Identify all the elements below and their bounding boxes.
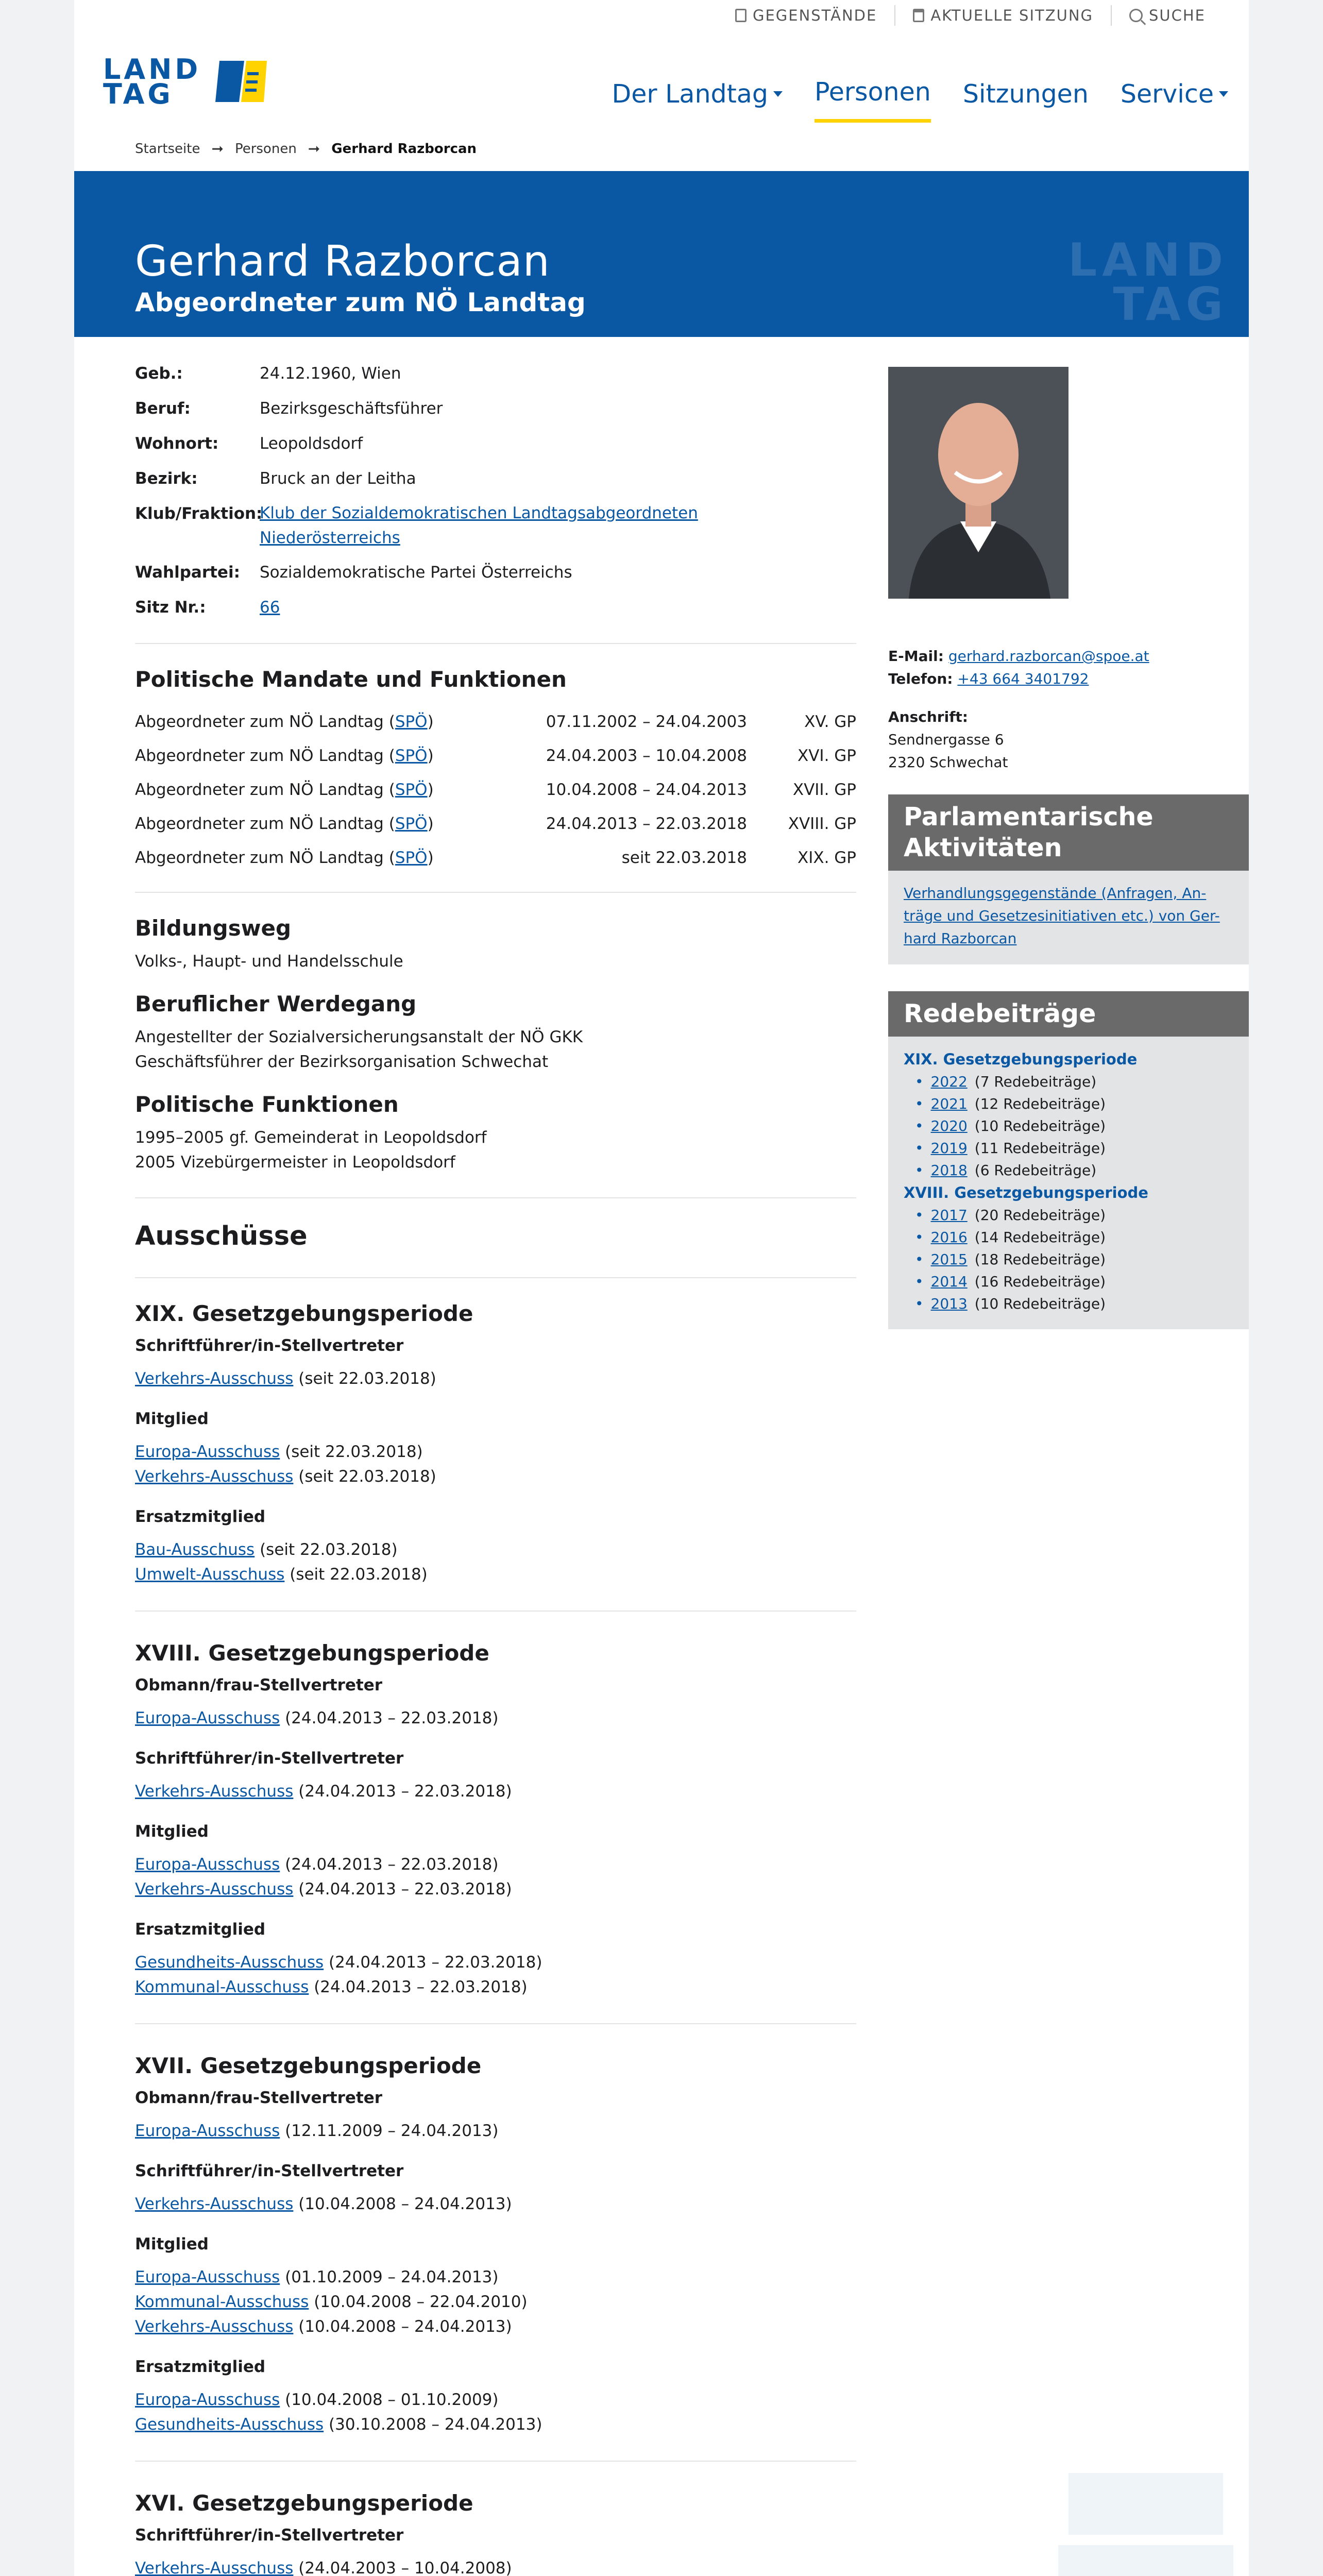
career-line: Geschäftsführer der Bezirksorganisation Schwechat: [135, 1053, 549, 1071]
club-link[interactable]: Klub der Sozialdemokratischen Landtagsabgeordneten: [260, 504, 698, 522]
breadcrumb: [135, 140, 477, 157]
contact-info: [888, 645, 1249, 774]
nav-label: Sitzungen: [962, 79, 1089, 109]
main-nav: [612, 77, 1228, 123]
committee-date: (seit 22.03.2018): [284, 1565, 428, 1584]
speech-count: (12 Redebeiträge): [974, 1095, 1106, 1112]
divider: [135, 643, 856, 644]
committee-link[interactable]: Europa-Ausschuss: [135, 1443, 280, 1461]
fact-district: Bruck an der Leitha: [260, 469, 416, 488]
speech-count: (10 Redebeiträge): [974, 1117, 1106, 1134]
mandate-gp: XVI. GP: [797, 747, 856, 765]
career-line: Angestellter der Sozialversicherungsanstalt der NÖ GKK: [135, 1028, 583, 1046]
mandate-row: Abgeordneter zum NÖ Landtag (SPÖ): [135, 815, 434, 833]
utility-aktuelle-sitzung[interactable]: [894, 5, 1111, 26]
committee-date: (24.04.2013 – 22.03.2018): [280, 1709, 499, 1727]
chevron-down-icon: [773, 91, 783, 97]
party-link[interactable]: SPÖ: [395, 815, 428, 833]
speech-year-item: [904, 1159, 1233, 1181]
activities-box: [888, 794, 1249, 964]
portrait-image: [888, 367, 1068, 599]
committee-period: [135, 2490, 856, 2576]
committee-item: [135, 2265, 856, 2290]
speeches-box: [888, 991, 1249, 1329]
mandate-dates: 07.11.2002 – 24.04.2003: [546, 713, 747, 731]
mandates-title: Politische Mandate und Funktionen: [135, 667, 567, 692]
committee-date: (24.04.2013 – 22.03.2018): [293, 1880, 512, 1899]
logo-line1: LAND: [103, 53, 201, 86]
email-label: E-Mail:: [888, 648, 944, 665]
breadcrumb-startseite[interactable]: Startseite: [135, 141, 200, 157]
landtag-logo[interactable]: [103, 53, 268, 110]
committee-item: [135, 1877, 856, 1902]
committee-date: (24.04.2013 – 22.03.2018): [309, 1978, 528, 1996]
committee-item: [135, 1366, 856, 1391]
mandate-row: Abgeordneter zum NÖ Landtag (SPÖ): [135, 713, 434, 731]
committee-item: [135, 2192, 856, 2216]
hero-banner: [74, 171, 1249, 337]
mandate-gp: XVII. GP: [792, 781, 856, 799]
committee-date: (24.04.2013 – 22.03.2018): [324, 1953, 542, 1972]
committee-link[interactable]: Verkehrs-Ausschuss: [135, 1369, 294, 1388]
committee-item: [135, 2290, 856, 2314]
nav-sitzungen[interactable]: [963, 77, 1089, 123]
fact-label: Sitz Nr.:: [135, 598, 206, 617]
activities-link[interactable]: Verhandlungsgegenstände (Anfragen, An- träge und Gesetzesinitiativen etc.) von Ger- hard Razborcan: [904, 885, 1220, 947]
speech-year-item: [904, 1204, 1233, 1226]
divider: [135, 1611, 856, 1612]
committee-link[interactable]: Europa-Ausschuss: [135, 1709, 280, 1727]
seat-link[interactable]: 66: [260, 598, 280, 617]
nav-personen[interactable]: [815, 77, 931, 123]
committee-link[interactable]: Kommunal-Ausschuss: [135, 1978, 309, 1996]
political-line: 2005 Vizebürgermeister in Leopoldsdorf: [135, 1153, 455, 1172]
committee-link[interactable]: Europa-Ausschuss: [135, 1855, 280, 1874]
fact-party: Sozialdemokratische Partei Österreichs: [260, 563, 572, 582]
committee-item: [135, 1779, 856, 1804]
career-title: Beruflicher Werdegang: [135, 991, 417, 1016]
committee-period: [135, 2053, 856, 2437]
committee-date: (24.04.2013 – 22.03.2018): [280, 1855, 499, 1874]
education-text: Volks-, Haupt- und Handelsschule: [135, 952, 403, 971]
committee-periods: [135, 1301, 856, 2576]
education-title: Bildungsweg: [135, 916, 292, 941]
committee-date: (10.04.2008 – 24.04.2013): [293, 2195, 512, 2213]
club-link-cont[interactable]: Niederösterreichs: [260, 529, 400, 547]
speech-count: (14 Redebeiträge): [974, 1229, 1106, 1246]
utility-label: SUCHE: [1148, 7, 1206, 24]
nav-label: Der Landtag: [612, 79, 768, 109]
fact-label: Beruf:: [135, 399, 191, 418]
political-title: Politische Funktionen: [135, 1092, 399, 1117]
sidebar: [888, 367, 1249, 1329]
speech-count: (6 Redebeiträge): [974, 1162, 1097, 1179]
nav-der-landtag[interactable]: [612, 77, 783, 123]
committee-item: [135, 1537, 856, 1562]
divider: [135, 1197, 856, 1198]
speech-year-link[interactable]: • 2015: [930, 1251, 968, 1268]
mandate-gp: XIX. GP: [797, 849, 856, 867]
mandate-dates: 24.04.2013 – 22.03.2018: [546, 815, 747, 833]
search-icon: [1129, 9, 1143, 22]
committee-date: (10.04.2008 – 01.10.2009): [280, 2391, 499, 2409]
committee-item: [135, 2556, 856, 2576]
committee-period: [135, 1301, 856, 1587]
speech-year-link[interactable]: • 2019: [930, 1140, 968, 1157]
committee-item: [135, 1852, 856, 1877]
committee-link[interactable]: Verkehrs-Ausschuss: [135, 1782, 294, 1801]
committee-period: [135, 1640, 856, 1999]
committee-link[interactable]: Europa-Ausschuss: [135, 2391, 280, 2409]
divider: [135, 892, 856, 893]
fact-birth: 24.12.1960, Wien: [260, 364, 401, 383]
committee-date: (seit 22.03.2018): [293, 1467, 436, 1486]
speech-year-list: [904, 1071, 1233, 1181]
committee-role: Mitglied: [135, 2235, 209, 2253]
mandate-row: Abgeordneter zum NÖ Landtag (SPÖ): [135, 849, 434, 867]
utility-suche[interactable]: [1111, 5, 1223, 26]
committee-link[interactable]: Europa-Ausschuss: [135, 2122, 280, 2140]
committee-role: Mitglied: [135, 1822, 209, 1841]
breadcrumb-current: Gerhard Razborcan: [331, 141, 477, 157]
committee-date: (30.10.2008 – 24.04.2013): [324, 2415, 542, 2434]
breadcrumb-personen[interactable]: Personen: [234, 141, 297, 157]
committee-role: Ersatzmitglied: [135, 1920, 266, 1939]
party-link[interactable]: SPÖ: [395, 781, 428, 799]
phone-label: Telefon:: [888, 670, 953, 687]
committee-link[interactable]: Verkehrs-Ausschuss: [135, 2559, 294, 2576]
page-subtitle: Abgeordneter zum NÖ Landtag: [135, 287, 586, 317]
crest-watermark-icon: [1038, 2473, 1249, 2576]
committee-role: Obmann/frau-Stellvertreter: [135, 1676, 383, 1694]
committee-role: Schriftführer/in-Stellvertreter: [135, 2162, 404, 2180]
speech-period-title: XIX. Gesetzgebungsperiode: [904, 1050, 1138, 1068]
speech-year-item: [904, 1293, 1233, 1315]
chevron-down-icon: [1219, 91, 1228, 97]
committee-link[interactable]: Verkehrs-Ausschuss: [135, 2317, 294, 2336]
divider: [135, 1277, 856, 1278]
speech-year-link[interactable]: • 2018: [930, 1162, 968, 1179]
speech-year-link[interactable]: • 2020: [930, 1117, 968, 1134]
nav-label: Personen: [814, 77, 931, 107]
period-title: XVI. Gesetzgebungsperiode: [135, 2490, 473, 2516]
logo-emblem-icon: [215, 59, 267, 104]
address-line: Sendnergasse 6: [888, 731, 1004, 748]
speech-year-link[interactable]: • 2013: [930, 1295, 968, 1312]
committee-link[interactable]: Gesundheits-Ausschuss: [135, 1953, 324, 1972]
page-title: Gerhard Razborcan: [135, 237, 550, 286]
committee-link[interactable]: Umwelt-Ausschuss: [135, 1565, 285, 1584]
email-link[interactable]: gerhard.razborcan@spoe.at: [948, 648, 1149, 665]
person-facts: [135, 361, 856, 620]
speech-year-list: [904, 1204, 1233, 1315]
speech-count: (7 Redebeiträge): [974, 1073, 1097, 1090]
speech-count: (11 Redebeiträge): [974, 1140, 1106, 1157]
fact-label: Wohnort:: [135, 434, 219, 453]
utility-gegenstaende[interactable]: [718, 5, 894, 26]
party-link[interactable]: SPÖ: [395, 713, 428, 731]
speech-count: (20 Redebeiträge): [974, 1207, 1106, 1224]
mandate-dates: 10.04.2008 – 24.04.2013: [546, 781, 747, 799]
logo-line2: TAG: [103, 78, 174, 110]
committee-role: Mitglied: [135, 1410, 209, 1428]
party-link[interactable]: SPÖ: [395, 849, 428, 867]
fact-label: Klub/Fraktion:: [135, 504, 263, 523]
committee-link[interactable]: Europa-Ausschuss: [135, 2268, 280, 2286]
committee-date: (24.04.2013 – 22.03.2018): [293, 1782, 512, 1801]
mandate-dates: seit 22.03.2018: [621, 849, 747, 867]
speech-year-item: [904, 1248, 1233, 1270]
committee-date: (01.10.2009 – 24.04.2013): [280, 2268, 499, 2286]
committee-date: (10.04.2008 – 22.04.2010): [309, 2293, 528, 2311]
main-content: [135, 361, 856, 2576]
landtag-watermark: LAND TAG: [1068, 233, 1228, 331]
portrait-photo: [888, 367, 1068, 599]
document-icon: [735, 9, 747, 22]
committee-link[interactable]: Bau-Ausschuss: [135, 1540, 255, 1559]
fact-residence: Leopoldsdorf: [260, 434, 363, 453]
committee-link[interactable]: Verkehrs-Ausschuss: [135, 1880, 294, 1899]
utility-label: AKTUELLE SITZUNG: [930, 7, 1093, 24]
committee-role: Schriftführer/in-Stellvertreter: [135, 1749, 404, 1768]
committee-item: [135, 1439, 856, 1464]
mandate-row: Abgeordneter zum NÖ Landtag (SPÖ): [135, 781, 434, 799]
committee-role: Obmann/frau-Stellvertreter: [135, 2089, 383, 2107]
address-line: 2320 Schwechat: [888, 754, 1008, 771]
speech-year-item: [904, 1137, 1233, 1159]
divider: [135, 2023, 856, 2024]
fact-job: Bezirksgeschäftsführer: [260, 399, 443, 418]
utility-label: GEGENSTÄNDE: [752, 7, 877, 24]
committee-item: [135, 1706, 856, 1731]
committee-date: (12.11.2009 – 24.04.2013): [280, 2122, 499, 2140]
fact-label: Wahlpartei:: [135, 563, 240, 582]
fact-label: Bezirk:: [135, 469, 198, 488]
speech-year-link[interactable]: • 2021: [930, 1095, 968, 1112]
committee-date: (10.04.2008 – 24.04.2013): [293, 2317, 512, 2336]
fact-label: Geb.:: [135, 364, 183, 383]
speech-count: (10 Redebeiträge): [974, 1295, 1106, 1312]
committee-item: [135, 2314, 856, 2339]
nav-service[interactable]: [1121, 77, 1228, 123]
party-link[interactable]: SPÖ: [395, 747, 428, 765]
speech-year-link[interactable]: • 2022: [930, 1073, 968, 1090]
speech-year-item: [904, 1270, 1233, 1293]
phone-link[interactable]: +43 664 3401792: [957, 670, 1089, 687]
mandate-dates: 24.04.2003 – 10.04.2008: [546, 747, 747, 765]
speech-year-link[interactable]: • 2014: [930, 1273, 968, 1290]
divider: [135, 2461, 856, 2462]
committee-role: Schriftführer/in-Stellvertreter: [135, 2526, 404, 2545]
speech-year-item: [904, 1226, 1233, 1248]
nav-label: Service: [1120, 79, 1214, 109]
committee-link[interactable]: Verkehrs-Ausschuss: [135, 2195, 294, 2213]
speeches-list: [888, 1037, 1249, 1329]
committee-link[interactable]: Verkehrs-Ausschuss: [135, 1467, 294, 1486]
speech-year-link[interactable]: • 2016: [930, 1229, 968, 1246]
activities-title: Parlamentarische Aktivitäten: [888, 794, 1249, 871]
mandates-table: [135, 710, 856, 869]
address-label: Anschrift:: [888, 708, 968, 725]
speech-count: (18 Redebeiträge): [974, 1251, 1106, 1268]
speech-period-title: XVIII. Gesetzgebungsperiode: [904, 1184, 1148, 1201]
calendar-icon: [913, 9, 924, 22]
committee-item: [135, 1464, 856, 1489]
committee-item: [135, 2119, 856, 2143]
speeches-title: Redebeiträge: [888, 991, 1249, 1037]
committee-link[interactable]: Gesundheits-Ausschuss: [135, 2415, 324, 2434]
committee-item: [135, 1975, 856, 1999]
arrow-right-icon: ➞: [308, 140, 320, 157]
speech-year-link[interactable]: • 2017: [930, 1207, 968, 1224]
mandate-gp: XVIII. GP: [788, 815, 856, 833]
speech-year-item: [904, 1071, 1233, 1093]
political-line: 1995–2005 gf. Gemeinderat in Leopoldsdorf: [135, 1128, 487, 1147]
period-title: XVIII. Gesetzgebungsperiode: [135, 1640, 489, 1666]
committee-item: [135, 1950, 856, 1975]
committee-item: [135, 2412, 856, 2437]
mandate-gp: XV. GP: [804, 713, 856, 731]
committee-role: Ersatzmitglied: [135, 2358, 266, 2376]
committee-role: Ersatzmitglied: [135, 1507, 266, 1526]
speech-count: (16 Redebeiträge): [974, 1273, 1106, 1290]
page: [74, 0, 1249, 2576]
mandate-row: Abgeordneter zum NÖ Landtag (SPÖ): [135, 747, 434, 765]
speech-year-item: [904, 1093, 1233, 1115]
speech-year-item: [904, 1115, 1233, 1137]
committee-role: Schriftführer/in-Stellvertreter: [135, 1336, 404, 1355]
utility-nav: [718, 5, 1223, 26]
committee-date: (seit 22.03.2018): [255, 1540, 398, 1559]
arrow-right-icon: ➞: [211, 140, 224, 157]
committee-link[interactable]: Kommunal-Ausschuss: [135, 2293, 309, 2311]
committee-date: (seit 22.03.2018): [293, 1369, 436, 1388]
committee-date: (seit 22.03.2018): [280, 1443, 423, 1461]
committee-date: (24.04.2003 – 10.04.2008): [293, 2559, 512, 2576]
period-title: XIX. Gesetzgebungsperiode: [135, 1301, 473, 1326]
committees-title: Ausschüsse: [135, 1221, 308, 1251]
committee-item: [135, 1562, 856, 1587]
committee-item: [135, 2387, 856, 2412]
period-title: XVII. Gesetzgebungsperiode: [135, 2053, 482, 2078]
